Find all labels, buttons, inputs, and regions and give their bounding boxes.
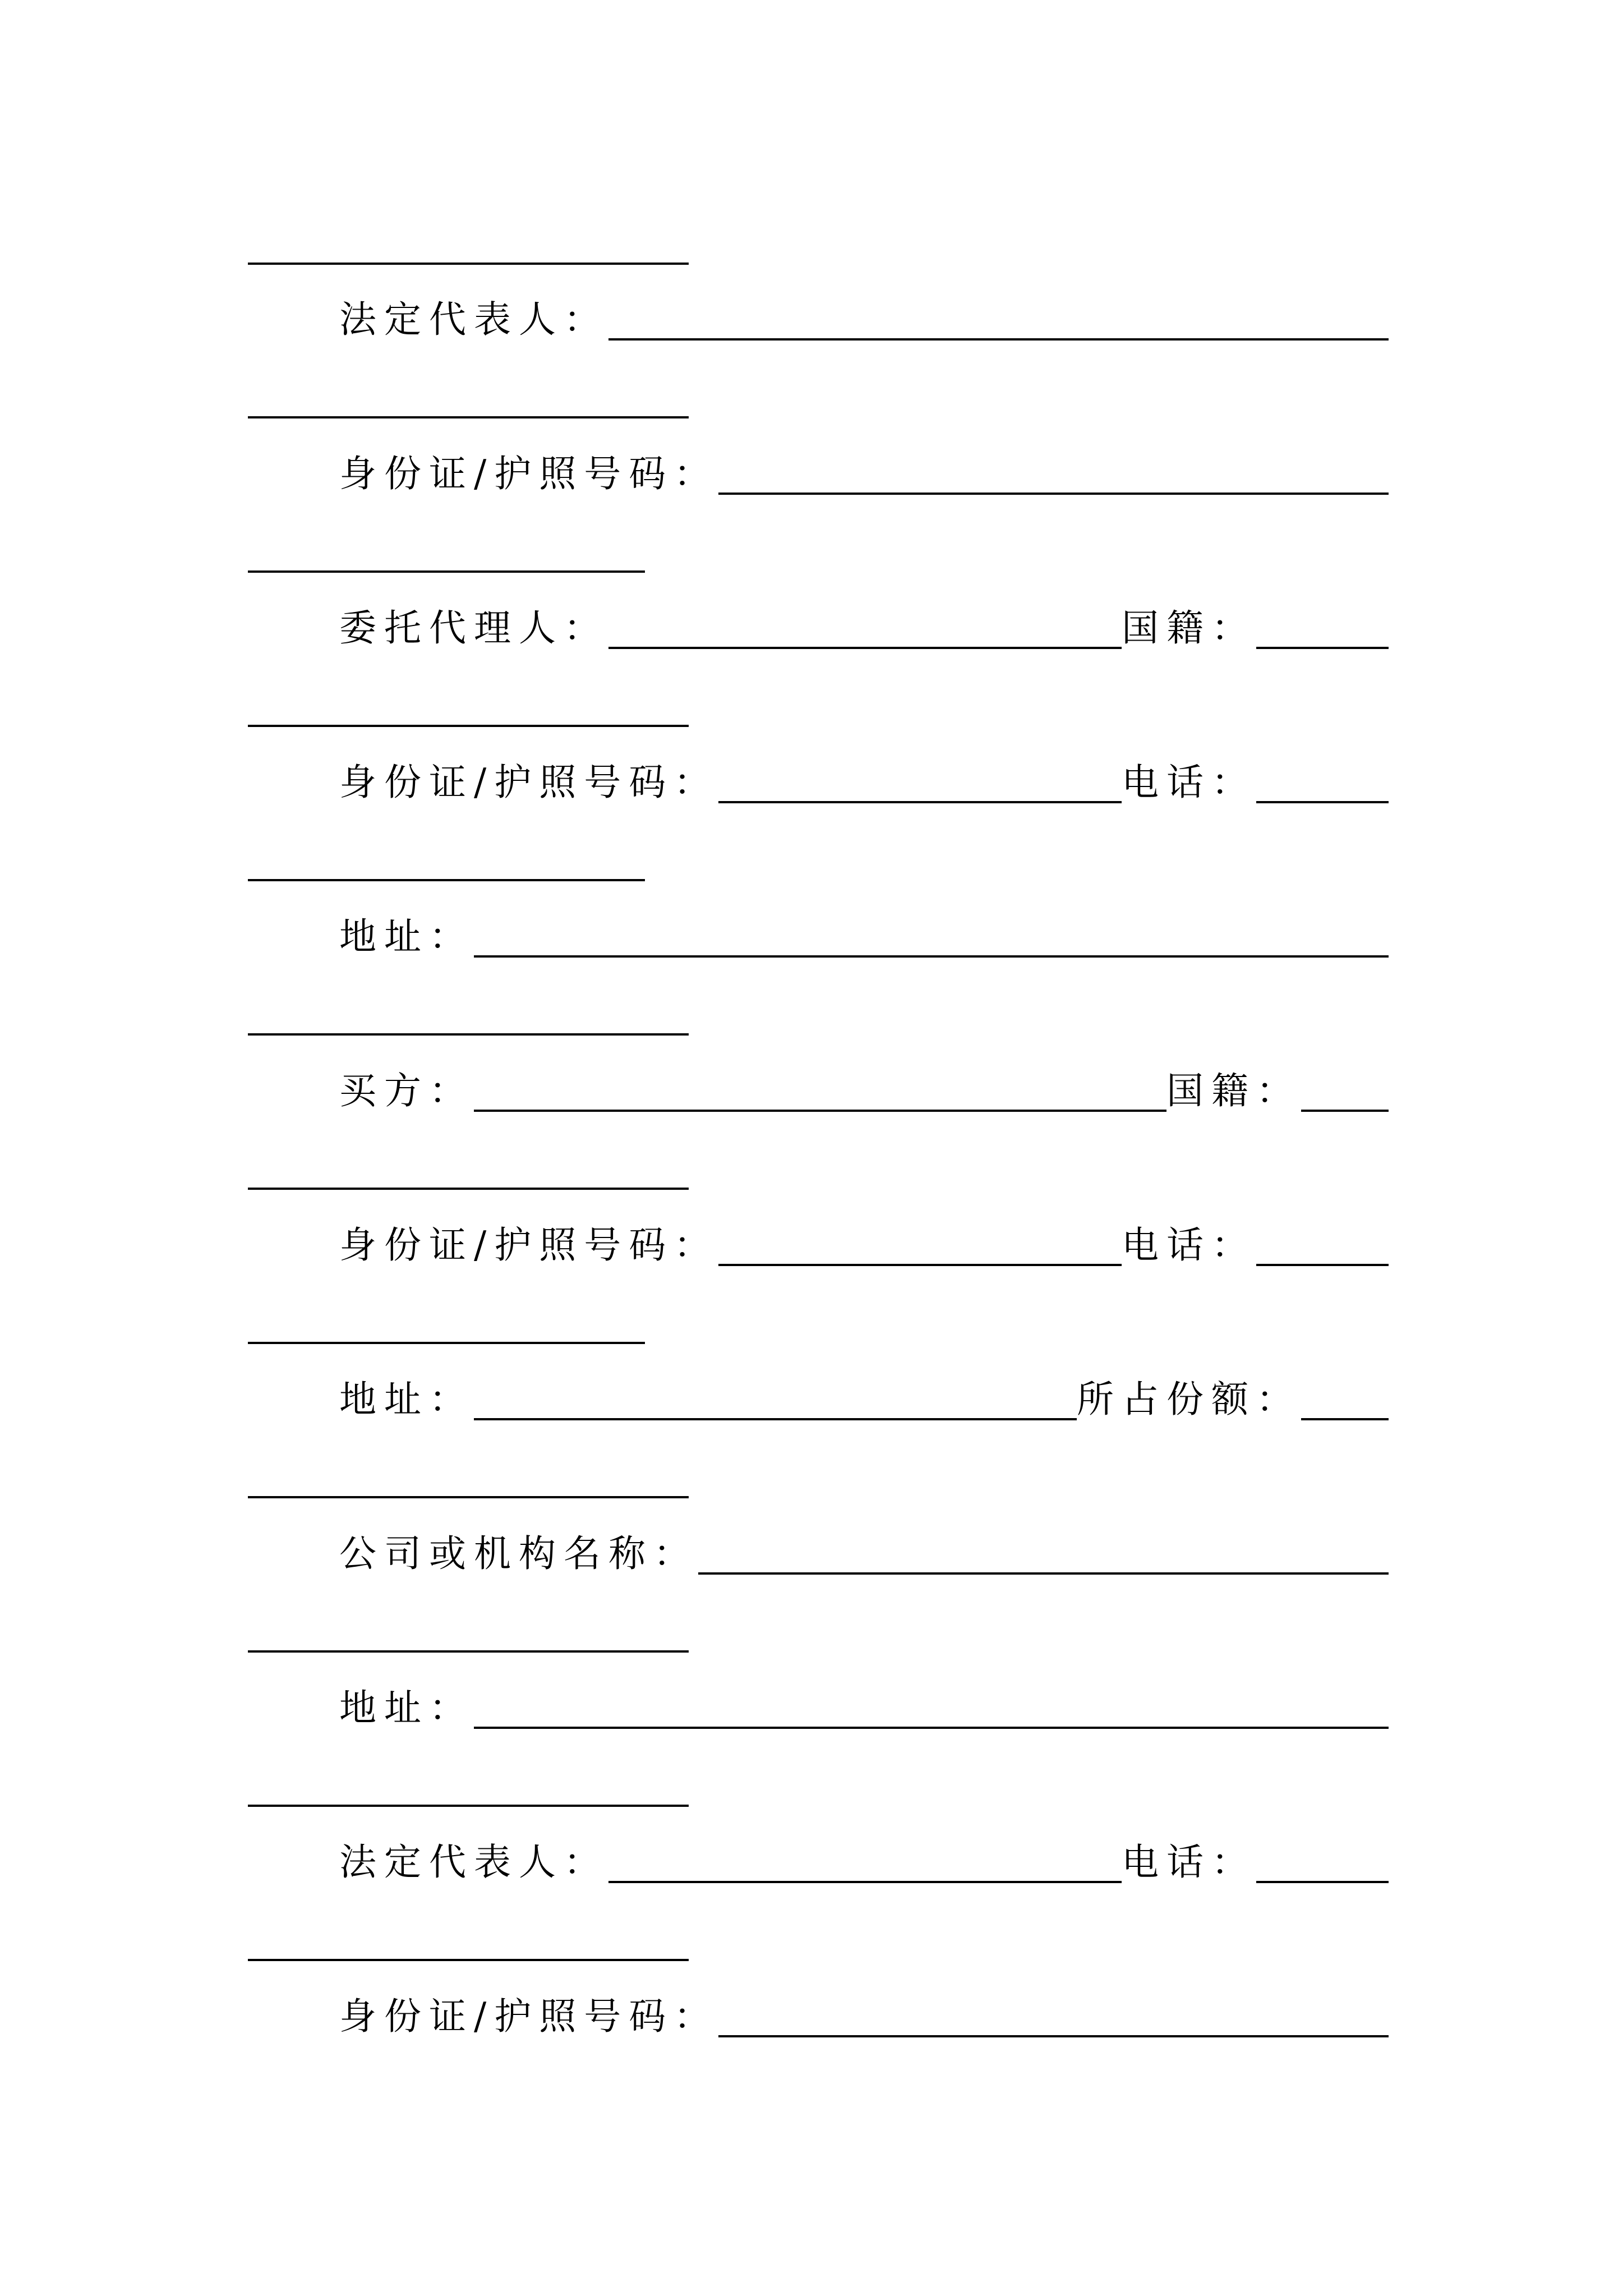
buyer-field[interactable]: [474, 1110, 1166, 1112]
company-address-field[interactable]: [474, 1727, 1389, 1729]
agent-id-field[interactable]: [718, 801, 1122, 803]
agent-address-row: [339, 912, 1389, 962]
continuation-line: [248, 1342, 645, 1344]
continuation-line: [248, 416, 689, 418]
continuation-line: [248, 570, 645, 573]
company-name-label: 公司或机构名称：: [339, 1532, 698, 1575]
buyer-nationality-field[interactable]: [1301, 1110, 1389, 1112]
continuation-line: [248, 1033, 689, 1036]
buyer-address-label: 地址：: [339, 1378, 474, 1421]
address-label: 地址：: [339, 915, 474, 958]
legal-representative-row: [339, 295, 1389, 345]
phone-field[interactable]: [1256, 801, 1389, 803]
entrusted-agent-row: [339, 603, 1389, 654]
continuation-line: [248, 1805, 689, 1807]
company-address-label: 地址：: [339, 1686, 474, 1729]
buyer-id-label: 身份证/护照号码：: [339, 1223, 719, 1267]
entrusted-agent-field[interactable]: [608, 647, 1122, 649]
buyer-nationality-label: 国籍：: [1166, 1069, 1301, 1112]
buyer-row: [339, 1066, 1389, 1116]
id-passport-field[interactable]: [718, 493, 1389, 495]
continuation-line: [248, 1650, 689, 1653]
share-label: 所占份额：: [1077, 1378, 1301, 1421]
entrusted-agent-label: 委托代理人：: [339, 606, 608, 650]
buyer-id-row: [339, 1220, 1389, 1271]
buyer-id-field[interactable]: [718, 1264, 1122, 1266]
company-rep-id-row: [339, 1991, 1389, 2042]
continuation-line: [248, 1496, 689, 1498]
company-name-field[interactable]: [698, 1572, 1389, 1575]
share-field[interactable]: [1301, 1418, 1389, 1420]
buyer-address-row: [339, 1374, 1389, 1425]
company-address-row: [339, 1683, 1389, 1733]
continuation-line: [248, 1188, 689, 1190]
buyer-phone-label: 电话：: [1122, 1223, 1256, 1267]
continuation-line: [248, 725, 689, 727]
company-rep-id-label: 身份证/护照号码：: [339, 1995, 719, 2038]
continuation-line: [248, 1959, 689, 1961]
nationality-label: 国籍：: [1122, 606, 1256, 650]
buyer-phone-field[interactable]: [1256, 1264, 1389, 1266]
id-passport-label: 身份证/护照号码：: [339, 452, 719, 495]
agent-id-label: 身份证/护照号码：: [339, 761, 719, 804]
legal-representative-field[interactable]: [608, 338, 1389, 341]
company-phone-label: 电话：: [1122, 1841, 1256, 1884]
legal-representative-label: 法定代表人：: [339, 298, 608, 341]
continuation-line: [248, 263, 689, 265]
id-passport-row: [339, 449, 1389, 499]
company-legal-rep-label: 法定代表人：: [339, 1841, 608, 1884]
phone-label: 电话：: [1122, 761, 1256, 804]
buyer-address-field[interactable]: [474, 1418, 1077, 1420]
address-field[interactable]: [474, 955, 1389, 958]
buyer-label: 买方：: [339, 1069, 474, 1112]
company-legal-rep-field[interactable]: [608, 1881, 1122, 1883]
nationality-field[interactable]: [1256, 647, 1389, 649]
company-legal-rep-row: [339, 1837, 1389, 1888]
company-rep-id-field[interactable]: [718, 2035, 1389, 2037]
company-phone-field[interactable]: [1256, 1881, 1389, 1883]
company-name-row: [339, 1529, 1389, 1579]
continuation-line: [248, 879, 645, 881]
agent-id-row: [339, 757, 1389, 808]
